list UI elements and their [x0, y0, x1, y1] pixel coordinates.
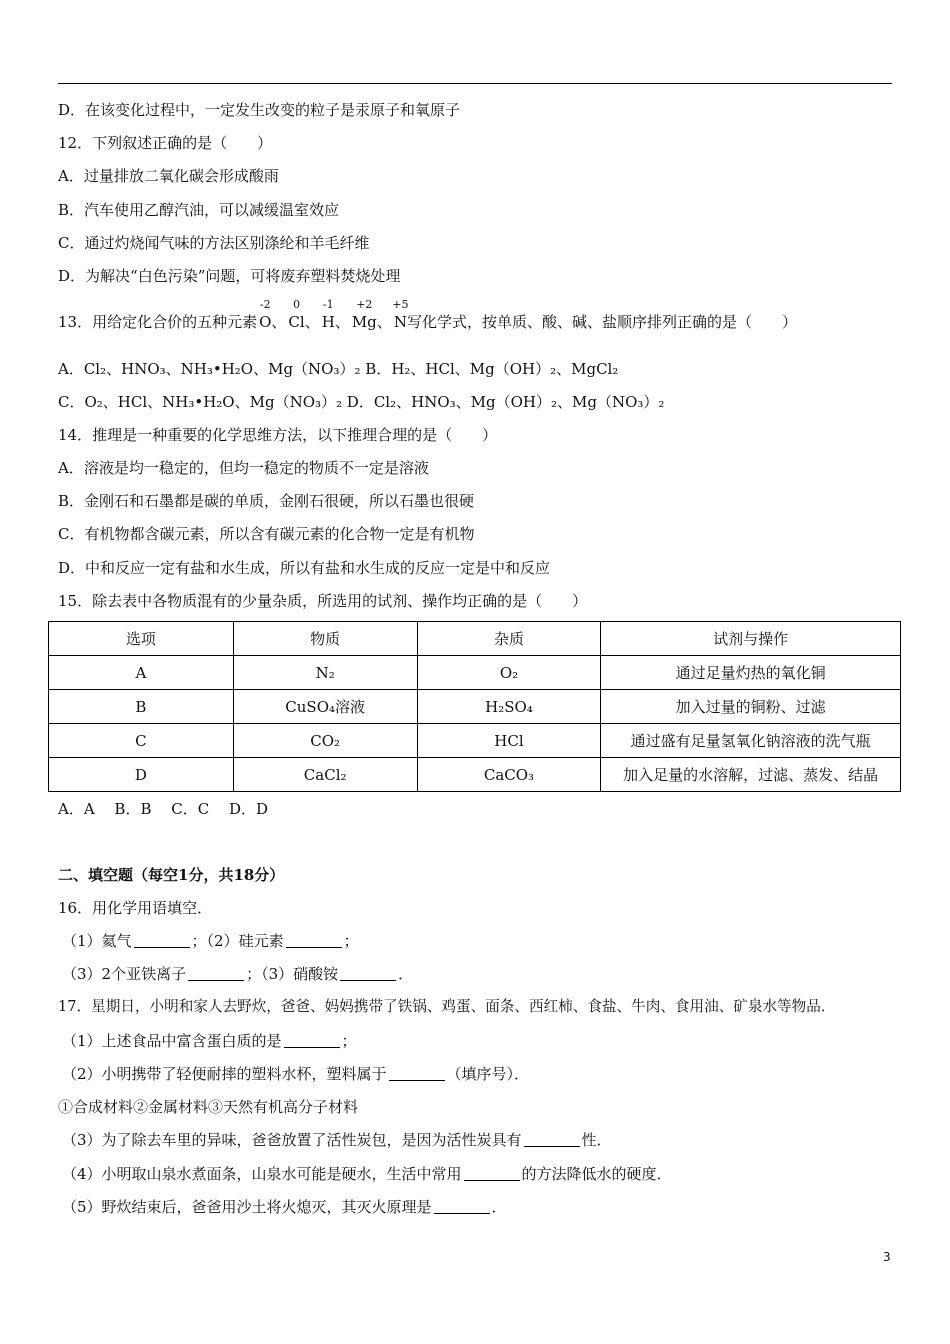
element-symbol: Mg [351, 313, 377, 331]
q15-stem: 15．除去表中各物质混有的少量杂质，所选用的试剂、操作均正确的是（ ） [58, 592, 588, 610]
valence-label: -1 [322, 298, 334, 311]
q17-line-5: （5）野炊结束后，爸爸用沙土将火熄灭，其灭火原理是 ． [62, 1198, 507, 1216]
q13-element-cl: 0 Cl、 [288, 298, 320, 331]
q17-stem: 17．星期日，小明和家人去野炊，爸爸、妈妈携带了铁锅、鸡蛋、面条、西红柿、食盐、牛肉、食用油、矿泉水等物品． [58, 998, 836, 1015]
table-cell: CuSO₄溶液 [233, 690, 417, 724]
header-cell: 杂质 [417, 622, 601, 656]
q17-choices: ①合成材料②金属材料③天然有机高分子材料 [58, 1098, 359, 1116]
header-cell: 选项 [49, 622, 234, 656]
q11-option-d: D．在该变化过程中，一定发生改变的粒子是汞原子和氧原子 [58, 101, 461, 119]
table-cell: 通过盛有足量氢氧化钠溶液的洗气瓶 [601, 724, 901, 758]
element-symbol: H [321, 313, 335, 331]
q16-line-2: （3）2个亚铁离子 ；（3）硝酸铵 ． [62, 965, 414, 983]
q14-option-d: D．中和反应一定有盐和水生成，所以有盐和水生成的反应一定是中和反应 [58, 559, 551, 577]
page-number: 3 [883, 1250, 891, 1264]
table-cell: 加入足量的水溶解，过滤、蒸发、结晶 [601, 758, 901, 792]
answer-blank[interactable] [464, 1166, 520, 1181]
valence-label: -2 [259, 298, 271, 311]
valence-label: 0 [293, 298, 301, 311]
table-cell: N₂ [233, 656, 417, 690]
q13-stem-pre: 13．用给定化合价的五种元素 [58, 313, 258, 331]
table-cell: CaCO₃ [417, 758, 601, 792]
q17-line-3: （3）为了除去车里的异味，爸爸放置了活性炭包，是因为活性炭具有 性． [62, 1131, 612, 1149]
q14-option-a: A．溶液是均一稳定的，但均一稳定的物质不一定是溶液 [58, 459, 429, 477]
q13-element-o: -2 O、 [259, 298, 287, 331]
table-row [49, 724, 901, 758]
answer-blank[interactable] [524, 1132, 580, 1147]
table-cell: CO₂ [233, 724, 417, 758]
q12-option-c: C．通过灼烧闻气味的方法区别涤纶和羊毛纤维 [58, 234, 370, 252]
q13-stem [58, 298, 797, 332]
q14-stem: 14．推理是一种重要的化学思维方法，以下推理合理的是（ ） [58, 426, 498, 444]
answer-blank[interactable] [134, 933, 190, 948]
table-cell: 加入过量的铜粉、过滤 [601, 690, 901, 724]
table-cell: D [49, 758, 234, 792]
table-cell: O₂ [417, 656, 601, 690]
q13-element-mg: +2 Mg、 [351, 298, 392, 331]
q13-options-ab [58, 359, 618, 379]
answer-blank[interactable] [434, 1199, 490, 1214]
table-row [49, 690, 901, 724]
q13-element-h: -1 H、 [321, 298, 350, 331]
answer-blank[interactable] [284, 1033, 340, 1048]
answer-blank[interactable] [340, 966, 396, 981]
section-title: 二、填空题（每空1分，共18分） [58, 866, 285, 884]
table-cell: C [49, 724, 234, 758]
q12-option-a: A．过量排放二氧化碳会形成酸雨 [58, 167, 279, 185]
answer-blank[interactable] [188, 966, 244, 981]
q12-option-d: D．为解决“白色污染”问题，可将废弃塑料焚烧处理 [58, 267, 401, 285]
table-cell: H₂SO₄ [417, 690, 601, 724]
table-header-row [49, 622, 901, 656]
valence-label: +2 [356, 298, 373, 311]
answer-blank[interactable] [286, 933, 342, 948]
element-symbol: O [259, 313, 272, 331]
table-cell: CaCl₂ [233, 758, 417, 792]
q13-option-d: D．Cl₂、HNO₃、Mg（OH）₂、Mg（NO₃）₂ [346, 393, 665, 411]
table-cell: HCl [417, 724, 601, 758]
q15-options: A．A B．B C．C D．D [58, 800, 269, 818]
header-cell: 试剂与操作 [601, 622, 901, 656]
q13-stem-post: 写化学式，按单质、酸、碱、盐顺序排列正确的是（ ） [406, 313, 797, 331]
header-rule [58, 83, 892, 84]
q17-line-2: （2）小明携带了轻便耐摔的塑料水杯，塑料属于 （填序号）． [62, 1065, 530, 1083]
element-symbol: Cl [288, 313, 305, 331]
answer-blank[interactable] [389, 1066, 445, 1081]
q12-stem: 12．下列叙述正确的是（ ） [58, 134, 273, 152]
table-row [49, 758, 901, 792]
q13-option-b: B．H₂、HCl、Mg（OH）₂、MgCl₂ [365, 360, 619, 378]
q17-line-1: （1）上述食品中富含蛋白质的是 ； [62, 1032, 357, 1050]
q13-element-n [392, 298, 409, 332]
table-cell: 通过足量灼热的氧化铜 [601, 656, 901, 690]
header-cell: 物质 [233, 622, 417, 656]
element-symbol: N [393, 313, 407, 331]
q12-option-b: B．汽车使用乙醇汽油，可以减缓温室效应 [58, 201, 340, 219]
valence-label: +5 [392, 298, 409, 311]
q13-options-cd [58, 392, 664, 412]
q13-option-a: A．Cl₂、HNO₃、NH₃•H₂O、Mg（NO₃）₂ [58, 360, 361, 378]
q13-option-c: C．O₂、HCl、NH₃•H₂O、Mg（NO₃）₂ [58, 393, 343, 411]
q14-option-b: B．金刚石和石墨都是碳的单质，金刚石很硬，所以石墨也很硬 [58, 492, 475, 510]
q15-table [48, 621, 901, 792]
table-row [49, 656, 901, 690]
table-cell: B [49, 690, 234, 724]
q16-line-1: （1）氦气 ；（2）硅元素 ； [62, 932, 359, 950]
q17-line-4: （4）小明取山泉水煮面条，山泉水可能是硬水，生活中常用 的方法降低水的硬度． [62, 1165, 672, 1183]
table-cell: A [49, 656, 234, 690]
q16-stem: 16．用化学用语填空． [58, 899, 213, 917]
q14-option-c: C．有机物都含碳元素，所以含有碳元素的化合物一定是有机物 [58, 525, 475, 543]
